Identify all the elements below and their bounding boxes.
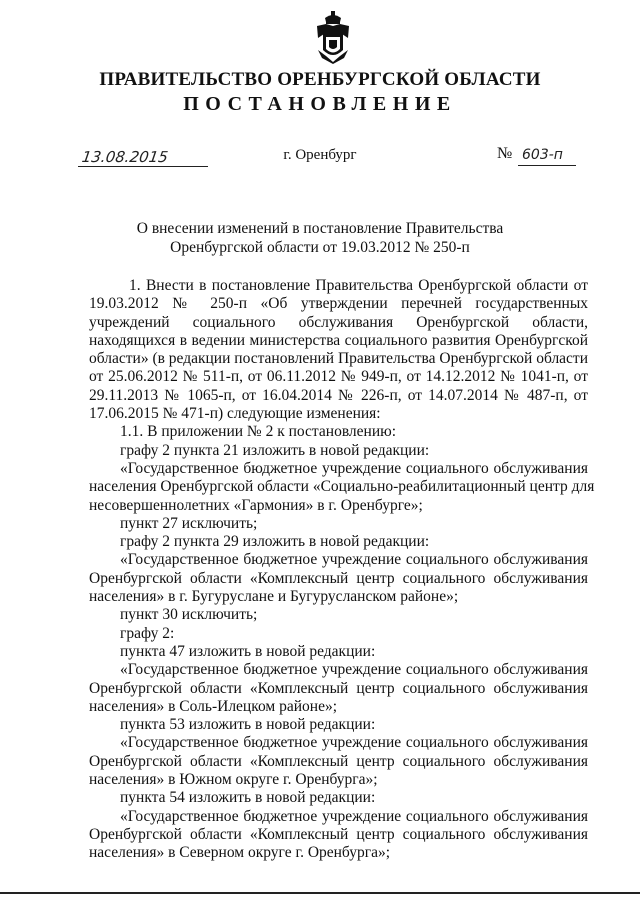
number-label: №	[497, 145, 513, 162]
organization-title: ПРАВИТЕЛЬСТВО ОРЕНБУРГСКОЙ ОБЛАСТИ	[99, 69, 541, 90]
body-line: Оренбургской области «Комплексный центр социального обслуживания	[89, 679, 588, 697]
body-line: пункт 30 исключить;	[120, 606, 258, 624]
body-line: графу 2 пункта 21 изложить в новой редакции:	[120, 441, 430, 459]
body-line: пункт 27 исключить;	[120, 514, 258, 532]
body-line: «Государственное бюджетное учреждение социального обслуживания	[120, 459, 588, 477]
body-line: «Государственное бюджетное учреждение социального обслуживания	[120, 551, 588, 569]
page-bottom-rule	[0, 892, 640, 894]
body-line: находящихся в ведении министерства социального развития Оренбургской	[89, 331, 588, 349]
body-line: 1.1. В приложении № 2 к постановлению:	[120, 423, 397, 441]
number-underline	[518, 165, 576, 166]
body-line: Оренбургской области «Комплексный центр социального обслуживания	[89, 825, 588, 843]
body-line: «Государственное бюджетное учреждение социального обслуживания	[120, 661, 588, 679]
subject-line: О внесении изменений в постановление Правительства	[136, 220, 504, 237]
subject-line: Оренбургской области от 19.03.2012 № 250-п	[170, 239, 470, 256]
body-line: несовершеннолетних «Гармония» в г. Оренбурге»;	[89, 496, 423, 514]
body-line: населения» в г. Бугуруслане и Бугурусланском районе»;	[89, 588, 459, 606]
body-line: Оренбургской области «Комплексный центр социального обслуживания	[89, 752, 588, 770]
body-line: области» (в редакции постановлений Правительства Оренбургской области	[89, 350, 589, 368]
body-line: от 25.06.2012 № 511-п, от 06.11.2012 № 949-п, от 14.12.2012 № 1041-п, от	[89, 368, 588, 386]
document-type-title: ПОСТАНОВЛЕНИЕ	[183, 93, 457, 115]
coat-of-arms-icon	[314, 10, 352, 64]
body-line: 17.06.2015 № 471-п) следующие изменения:	[89, 405, 381, 423]
body-line: графу 2 пункта 29 изложить в новой редакции:	[120, 533, 430, 551]
body-line: населения» в Соль-Илецком районе»;	[89, 697, 338, 715]
body-line: пункта 54 изложить в новой редакции:	[120, 789, 376, 807]
document-body	[89, 277, 595, 863]
body-line: населения Оренбургской области «Социально-реабилитационный центр для	[89, 478, 595, 496]
body-line: населения» в Южном округе г. Оренбурга»;	[89, 771, 378, 789]
body-line: 29.11.2013 № 1065-п, от 16.04.2014 № 226-п, от 14.07.2014 № 487-п, от	[89, 386, 588, 404]
body-line: пункта 53 изложить в новой редакции:	[120, 716, 376, 734]
document-number: 603-п	[522, 147, 563, 163]
body-line: 19.03.2012 № 250-п «Об утверждении перечней государственных	[89, 295, 588, 313]
body-line: Оренбургской области «Комплексный центр социального обслуживания	[89, 569, 588, 587]
body-line: «Государственное бюджетное учреждение социального обслуживания	[120, 807, 588, 825]
document-city: г. Оренбург	[283, 147, 357, 163]
body-line: 1. Внести в постановление Правительства Оренбургской области от	[129, 277, 588, 294]
body-line: «Государственное бюджетное учреждение социального обслуживания	[120, 734, 588, 752]
document-date: 13.08.2015	[80, 148, 170, 166]
body-line: графу 2:	[120, 624, 175, 642]
date-underline	[78, 166, 208, 167]
body-line: населения» в Северном округе г. Оренбурга»;	[89, 844, 391, 862]
body-line: пункта 47 изложить в новой редакции:	[120, 642, 376, 660]
document-subject	[0, 219, 640, 257]
body-line: учреждений социального обслуживания Оренбургской области,	[89, 313, 588, 331]
